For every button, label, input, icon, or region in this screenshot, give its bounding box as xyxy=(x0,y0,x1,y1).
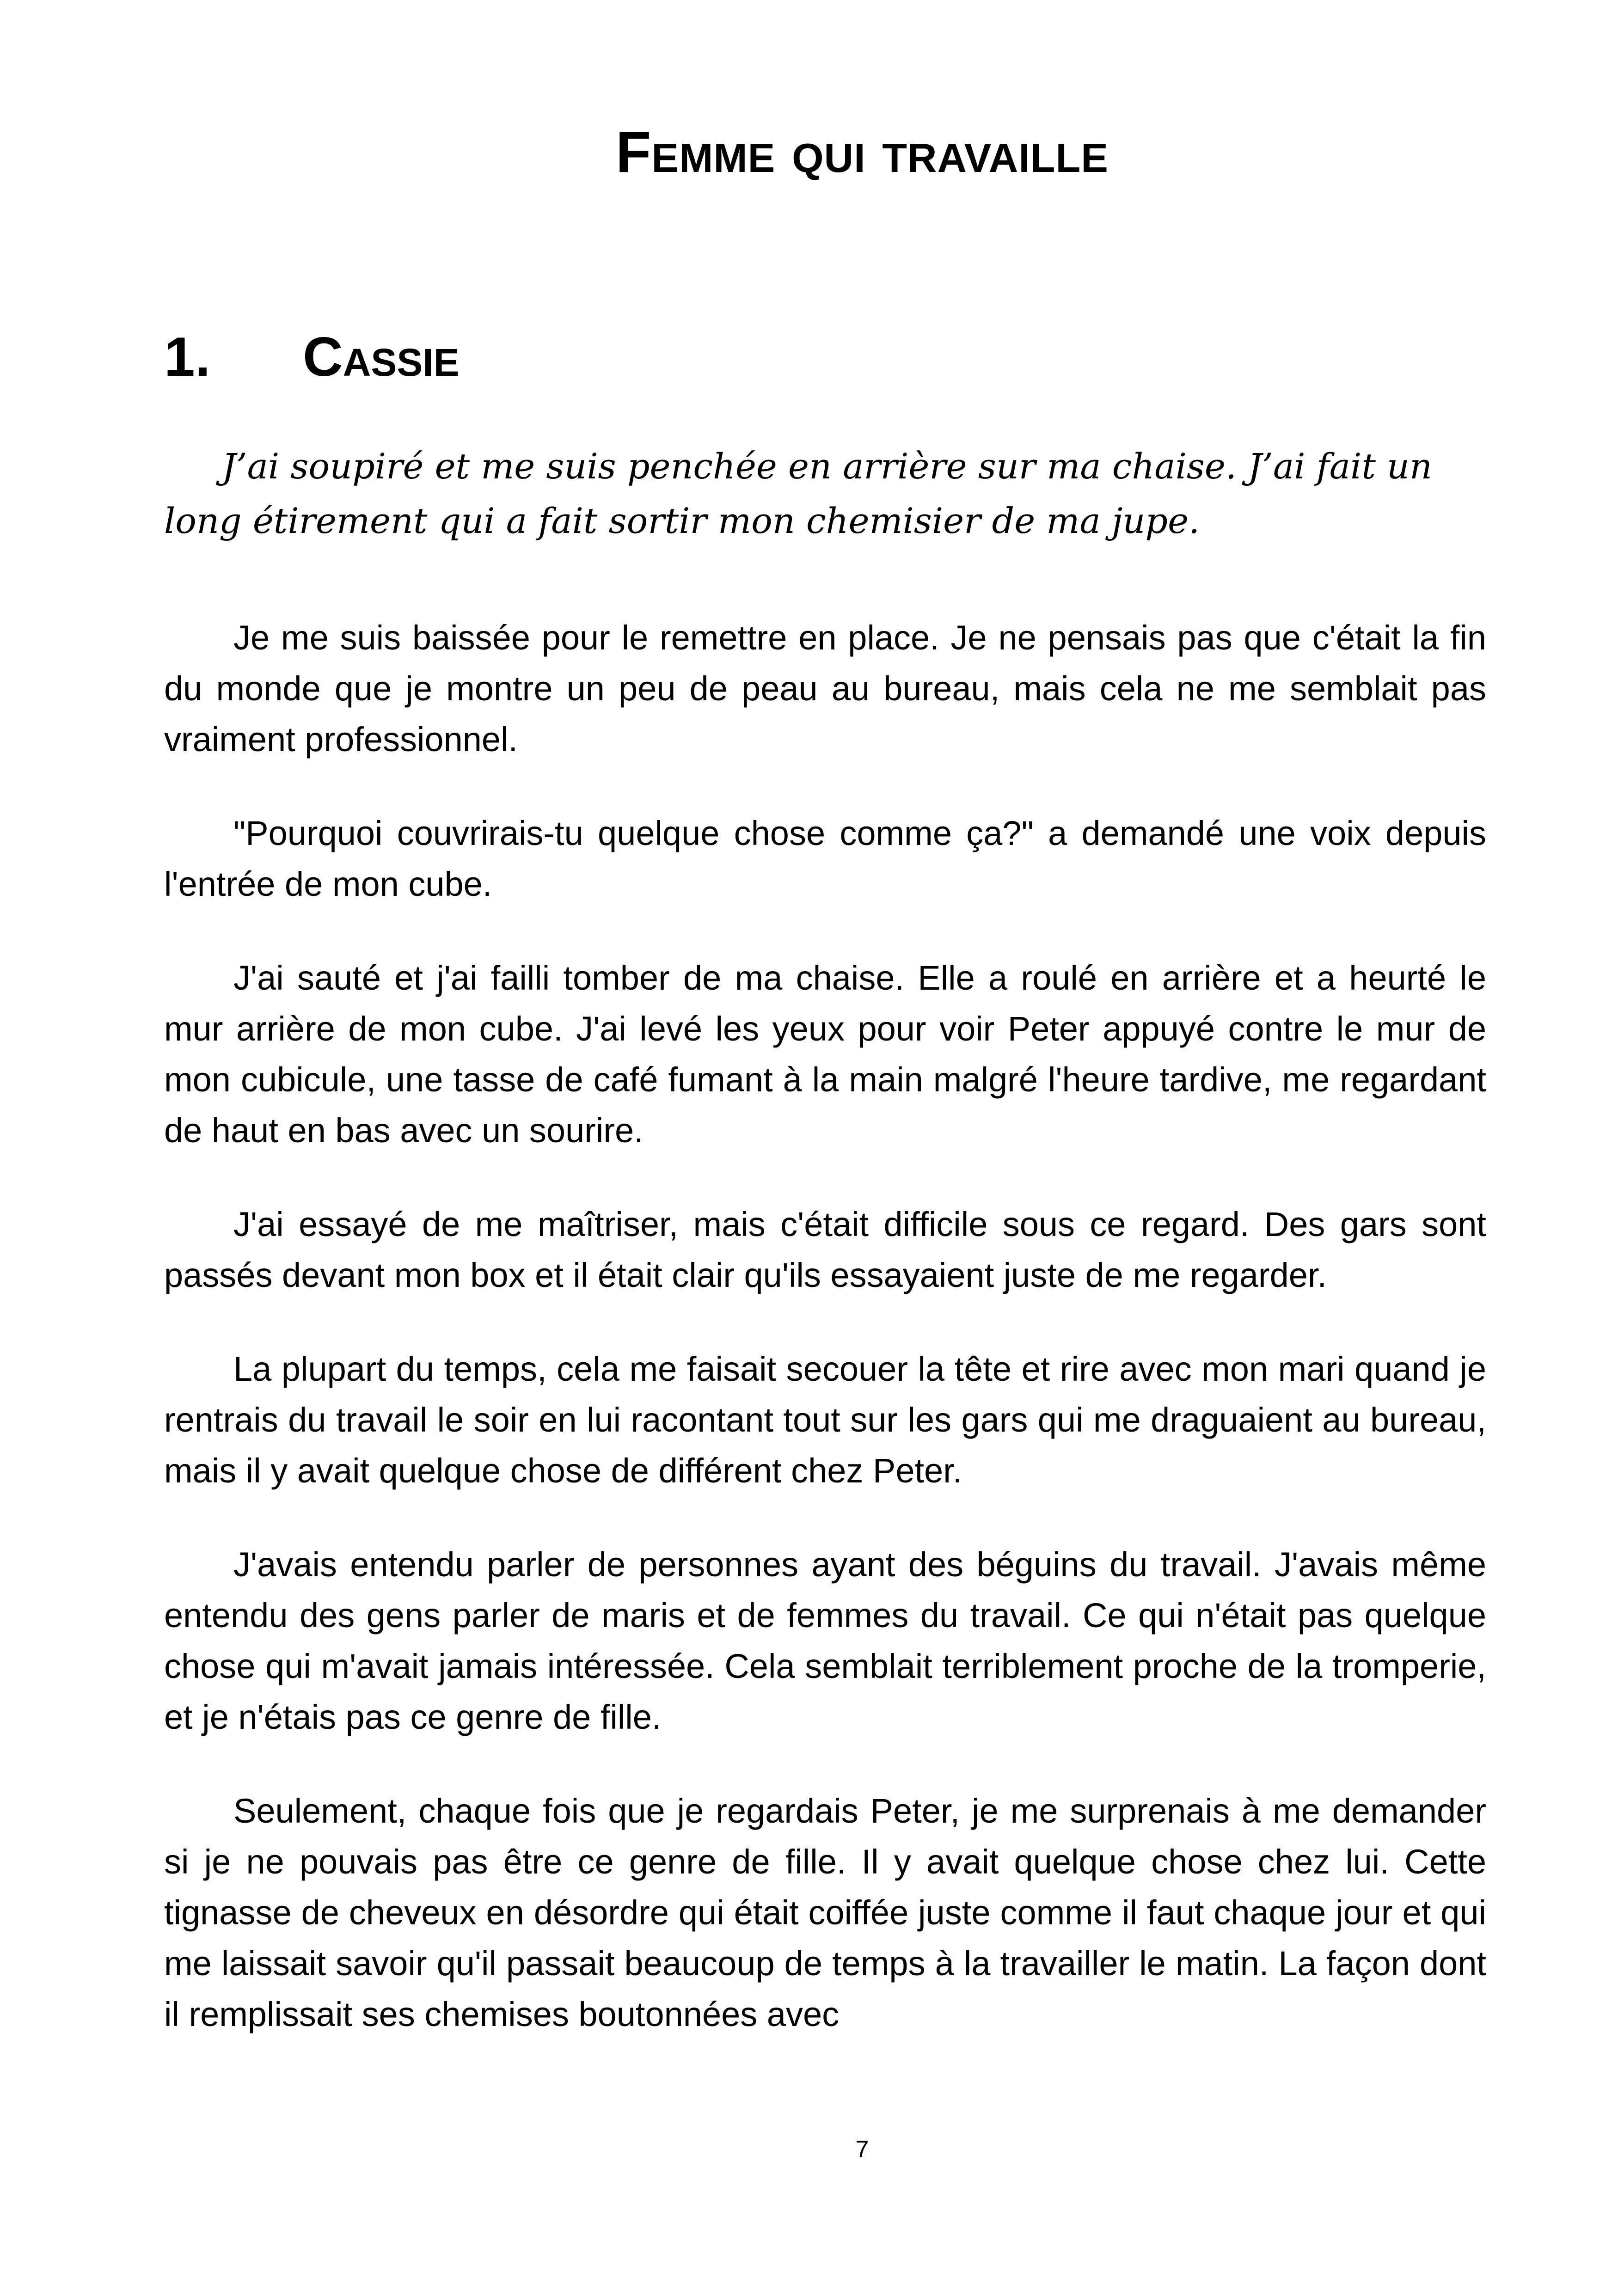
body-paragraph: J'avais entendu parler de personnes ayant des béguins du travail. J'avais même entendu des gens parler de maris et de femmes du travail. Ce qui n'était pas quelque chose qui m'avait jamais intéressée. Cela semblait terriblement proche de la tromperie, et je n'étais pas ce genre de fille. xyxy=(164,1545,1486,1736)
chapter-name: Cassie xyxy=(303,326,460,388)
intro-paragraph: J’ai soupiré et me suis penchée en arrière sur ma chaise. J’ai fait un long étirement qui a fait sortir mon chemisier de ma jupe. xyxy=(164,446,1432,541)
body-paragraph: J'ai essayé de me maîtriser, mais c'était difficile sous ce regard. Des gars sont passés devant mon box et il était clair qu'ils essayaient juste de me regarder. xyxy=(164,1205,1486,1294)
chapter-number: 1. xyxy=(164,326,211,388)
body-paragraph: La plupart du temps, cela me faisait secouer la tête et rire avec mon mari quand je rentrais du travail le soir en lui racontant tout sur les gars qui me draguaient au bureau, mais il y avait quelque chose de différent chez Peter. xyxy=(164,1350,1486,1490)
body-paragraph: "Pourquoi couvrirais-tu quelque chose comme ça?" a demandé une voix depuis l'entrée de mon cube. xyxy=(164,814,1486,903)
body-paragraph: Seulement, chaque fois que je regardais Peter, je me surprenais à me demander si je ne pouvais pas être ce genre de fille. Il y avait quelque chose chez lui. Cette tignasse de cheveux en désordre qui était coiffée juste comme il faut chaque jour et qui me laissait savoir qu'il passait beaucoup de temps à la travailler le matin. La façon dont il remplissait ses chemises boutonnées avec xyxy=(164,1792,1486,2033)
chapter-body xyxy=(164,612,1486,2083)
book-title: Femme qui travaille xyxy=(616,120,1109,184)
page-number: 7 xyxy=(855,2136,869,2163)
body-paragraph: J'ai sauté et j'ai failli tomber de ma chaise. Elle a roulé en arrière et a heurté le mur arrière de mon cube. J'ai levé les yeux pour voir Peter appuyé contre le mur de mon cubicule, une tasse de café fumant à la main malgré l'heure tardive, me regardant de haut en bas avec un sourire. xyxy=(164,959,1486,1150)
chapter-heading xyxy=(164,324,460,390)
body-paragraph: Je me suis baissée pour le remettre en place. Je ne pensais pas que c'était la fin du monde que je montre un peu de peau au bureau, mais cela ne me semblait pas vraiment professionnel. xyxy=(164,618,1486,759)
